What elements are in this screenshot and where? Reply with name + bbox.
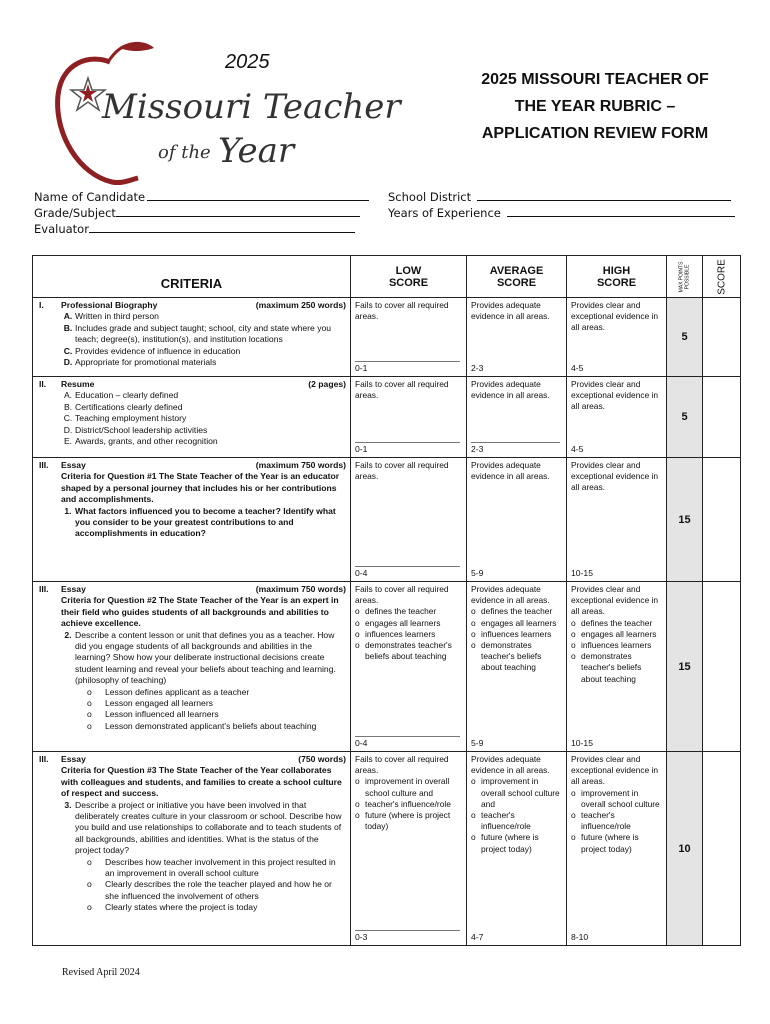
level-list-text: future (where is project today) [481, 832, 539, 854]
criteria-name: Essay [61, 584, 86, 594]
revised-footer: Revised April 2024 [62, 967, 140, 978]
criteria-item [39, 346, 346, 357]
level-cell-low [351, 582, 467, 752]
level-list-item [355, 640, 463, 662]
title-line-3: APPLICATION REVIEW FORM [481, 125, 709, 142]
level-cell-avg [467, 458, 567, 582]
level-list-text: defines the teacher [581, 617, 653, 628]
criteria-prompt-num: 3. [64, 799, 72, 810]
grade-line[interactable] [116, 205, 360, 217]
bullet-glyph: o [471, 810, 476, 821]
level-list-high [571, 618, 663, 685]
score-header [703, 256, 741, 298]
level-list-avg [471, 606, 563, 673]
level-list-item [471, 776, 563, 810]
missouri-teacher-logo [50, 40, 401, 190]
level-list-text: engages all learners [481, 617, 557, 628]
level-list-item [471, 640, 563, 674]
criteria-limit: (maximum 750 words) [255, 460, 346, 470]
criteria-bullet-text: Describes how teacher involvement in this project resulted in an improvement in overall school culture [105, 856, 336, 879]
high-header-1: HIGH [602, 264, 631, 277]
criteria-bullet [39, 687, 346, 698]
level-desc-low: Fails to cover all required areas. [355, 460, 449, 482]
criteria-limit: (2 pages) [308, 379, 346, 389]
level-list-text: teacher's influence/role [365, 798, 451, 809]
level-list-item [571, 618, 663, 629]
criteria-prompt-num: 2. [64, 629, 72, 640]
level-cell-avg [467, 752, 567, 946]
criteria-name: Professional Biography [61, 300, 158, 310]
level-list-text: improvement in overall school culture [581, 787, 660, 809]
criteria-item-key: C. [63, 413, 73, 424]
level-desc-high: Provides clear and exceptional evidence in all areas. [571, 300, 659, 333]
level-desc-low: Fails to cover all required areas. [355, 584, 449, 606]
criteria-title [39, 460, 86, 471]
level-list-text: defines the teacher [365, 606, 437, 617]
level-list-item [355, 618, 463, 629]
low-header [351, 256, 467, 298]
level-list-item [471, 810, 563, 832]
level-list-item [571, 640, 663, 651]
level-desc-high: Provides clear and exceptional evidence in all areas. [571, 584, 659, 617]
criteria-prompt-text: Describe a project or initiative you have been involved in that deliberately creates culture in your classroom or school. Describe how you build and use relationships to collaborate and to teach students of all backgrounds, abilities and identities. What is the status of the project today? [75, 799, 342, 856]
criteria-cell [33, 458, 351, 582]
level-list-item [571, 651, 663, 685]
criteria-num: I. [39, 300, 44, 310]
level-text-avg [467, 458, 566, 498]
criteria-limit: (maximum 750 words) [255, 584, 346, 594]
criteria-item [39, 425, 346, 436]
criteria-header: CRITERIA [33, 256, 351, 298]
range-divider [355, 442, 460, 443]
criteria-bullet [39, 709, 346, 720]
max-header-text: MAX POINTS POSSIBLE [678, 261, 690, 292]
criteria-cell [33, 377, 351, 458]
level-desc-low: Fails to cover all required areas. [355, 754, 449, 776]
level-desc-avg: Provides adequate evidence in all areas. [471, 584, 550, 606]
bullet-glyph: o [571, 832, 576, 843]
bullet-glyph: o [355, 606, 360, 617]
level-desc-high: Provides clear and exceptional evidence in all areas. [571, 379, 659, 412]
level-cell-high [567, 752, 667, 946]
criteria-item [39, 402, 346, 413]
criteria-name: Resume [61, 379, 95, 389]
logo-line1: Missouri Teacher [102, 87, 401, 127]
criteria-bullet [39, 902, 346, 913]
avg-header-2: SCORE [496, 276, 537, 289]
criteria-item-key: E. [63, 436, 73, 447]
criteria-bullet [39, 857, 346, 880]
score-input-cell[interactable] [703, 458, 741, 582]
title-line-1: 2025 MISSOURI TEACHER OF [481, 71, 709, 88]
level-list-low [355, 776, 463, 832]
criteria-bullet [39, 721, 346, 732]
criteria-item [39, 390, 346, 401]
level-list-text: influences learners [481, 628, 552, 639]
level-list-text: future (where is project today) [581, 832, 639, 854]
criteria-bullet [39, 879, 346, 902]
title-line-2: THE YEAR RUBRIC – [514, 98, 676, 115]
level-cell-low [351, 458, 467, 582]
level-desc-low: Fails to cover all required areas. [355, 379, 449, 401]
level-desc-avg: Provides adequate evidence in all areas. [471, 300, 550, 322]
level-desc-high: Provides clear and exceptional evidence in all areas. [571, 754, 659, 787]
criteria-prompt [39, 630, 346, 687]
level-cell-low [351, 298, 467, 377]
criteria-item-key: D. [63, 424, 73, 435]
level-list-item [355, 629, 463, 640]
max-points: 15 [667, 458, 703, 582]
district-label: School District [388, 190, 472, 204]
criteria-item-text: Awards, grants, and other recognition [75, 436, 218, 447]
criteria-item-text: Teaching employment history [75, 413, 187, 424]
level-range-high: 4-5 [571, 443, 584, 454]
district-field[interactable] [388, 189, 731, 204]
level-range-high: 4-5 [571, 362, 584, 373]
criteria-bullet-text: Lesson defines applicant as a teacher [105, 686, 250, 697]
criteria-item-text: Certifications clearly defined [75, 401, 183, 412]
high-header-2: SCORE [596, 276, 637, 289]
bullet-glyph: o [87, 720, 92, 731]
criteria-item-text: District/School leadership activities [75, 424, 208, 435]
evaluator-line[interactable] [89, 221, 355, 233]
level-range-avg: 5-9 [471, 737, 484, 748]
score-input-cell[interactable] [703, 298, 741, 377]
level-range-high: 10-15 [571, 567, 593, 578]
level-cell-low [351, 752, 467, 946]
level-text-avg [467, 377, 566, 417]
criteria-heading [39, 754, 346, 765]
range-divider [471, 442, 560, 443]
bullet-glyph: o [355, 810, 360, 821]
criteria-item-text: Education – clearly defined [75, 390, 179, 401]
level-range-high: 8-10 [571, 931, 589, 942]
rubric-row [33, 458, 741, 582]
high-header [567, 256, 667, 298]
bullet-glyph: o [355, 798, 360, 809]
experience-field[interactable] [388, 205, 735, 220]
bullet-glyph: o [87, 686, 92, 697]
criteria-heading [39, 460, 346, 471]
bullet-glyph: o [355, 617, 360, 628]
bullet-glyph: o [471, 640, 476, 651]
low-header-2: SCORE [388, 276, 429, 289]
criteria-item [39, 311, 346, 322]
candidate-label: Name of Candidate [34, 190, 146, 204]
level-list-avg [471, 776, 563, 854]
criteria-item [39, 413, 346, 424]
criteria-cell [33, 582, 351, 752]
criteria-limit: (750 words) [298, 754, 346, 764]
level-cell-high [567, 458, 667, 582]
level-range-avg: 5-9 [471, 567, 484, 578]
avg-header-1: AVERAGE [489, 264, 544, 277]
level-text-low [351, 582, 466, 678]
bullet-glyph: o [355, 776, 360, 787]
level-list-text: influences learners [365, 628, 436, 639]
level-range-high: 10-15 [571, 737, 593, 748]
bullet-glyph: o [471, 628, 476, 639]
level-list-low [355, 606, 463, 662]
bullet-glyph: o [471, 606, 476, 617]
level-range-low: 0-3 [355, 931, 368, 942]
level-list-text: engages all learners [581, 628, 657, 639]
bullet-glyph: o [87, 856, 92, 867]
max-header [667, 256, 703, 298]
criteria-prompt [39, 800, 346, 857]
level-text-low [351, 458, 466, 498]
criteria-item-text: Written in third person [75, 311, 159, 322]
rubric-row [33, 377, 741, 458]
level-desc-avg: Provides adequate evidence in all areas. [471, 754, 550, 776]
criteria-num: III. [39, 460, 49, 470]
criteria-heading [39, 584, 346, 595]
evaluator-field[interactable] [34, 221, 355, 236]
bullet-glyph: o [571, 787, 576, 798]
criteria-question: Criteria for Question #2 The State Teacher of the Year is an expert in their field who guides students of all backgrounds and abilities to achieve excellence. [61, 595, 339, 629]
logo-line2b: Year [218, 131, 295, 171]
criteria-question: Criteria for Question #1 The State Teacher of the Year is an educator shaped by a personal journey that includes his or her contributions and accomplishments. [61, 471, 340, 505]
bullet-glyph: o [571, 810, 576, 821]
criteria-question: Criteria for Question #3 The State Teacher of the Year collaborates with colleagues and students, and families to create a school culture of respect and success. [61, 765, 342, 799]
form-title [430, 66, 760, 147]
rubric-row [33, 752, 741, 946]
level-range-low: 0-4 [355, 567, 368, 578]
level-list-item [355, 810, 463, 832]
bullet-glyph: o [571, 628, 576, 639]
candidate-field[interactable] [34, 189, 369, 204]
bullet-glyph: o [571, 651, 576, 662]
score-input-cell[interactable] [703, 752, 741, 946]
criteria-item-text: Appropriate for promotional materials [75, 357, 217, 368]
district-line[interactable] [477, 189, 731, 201]
level-desc-high: Provides clear and exceptional evidence in all areas. [571, 460, 659, 493]
level-list-item [471, 832, 563, 854]
level-list-item [571, 810, 663, 832]
criteria-name: Essay [61, 754, 86, 764]
criteria-title [39, 584, 86, 595]
level-range-avg: 2-3 [471, 362, 484, 373]
level-list-item [471, 618, 563, 629]
level-text-low [351, 752, 466, 848]
level-list-text: influences learners [581, 640, 652, 651]
criteria-num: III. [39, 584, 49, 594]
level-text-avg [467, 582, 566, 690]
experience-label: Years of Experience [388, 206, 501, 220]
range-divider [355, 361, 460, 362]
level-text-high [567, 752, 666, 871]
level-desc-avg: Provides adequate evidence in all areas. [471, 460, 550, 482]
evaluator-label: Evaluator [34, 222, 89, 236]
grade-field[interactable] [34, 205, 360, 220]
criteria-bullet [39, 698, 346, 709]
score-input-cell[interactable] [703, 582, 741, 752]
criteria-title [39, 379, 94, 390]
level-list-text: defines the teacher [481, 606, 553, 617]
rubric-row [33, 298, 741, 377]
level-cell-high [567, 377, 667, 458]
level-list-item [471, 629, 563, 640]
level-list-item [571, 832, 663, 854]
range-divider [355, 566, 460, 567]
criteria-name: Essay [61, 460, 86, 470]
criteria-item-text: Includes grade and subject taught; school, city and state where you teach; degree(s), institution(s), and institution locations [75, 322, 332, 345]
max-points: 5 [667, 298, 703, 377]
criteria-num: II. [39, 379, 47, 389]
level-list-item [471, 606, 563, 617]
bullet-glyph: o [571, 617, 576, 628]
level-range-low: 0-1 [355, 362, 368, 373]
max-points: 15 [667, 582, 703, 752]
criteria-prompt [39, 506, 346, 540]
criteria-item [39, 357, 346, 368]
level-list-item [571, 629, 663, 640]
max-points: 10 [667, 752, 703, 946]
logo-year: 2025 [225, 51, 270, 73]
level-text-high [567, 582, 666, 701]
criteria-bullet-text: Clearly describes the role the teacher played and how he or she influenced the involvement of others [105, 879, 332, 901]
bullet-glyph: o [355, 628, 360, 639]
level-desc-avg: Provides adequate evidence in all areas. [471, 379, 550, 401]
criteria-heading [39, 379, 346, 390]
level-list-item [355, 606, 463, 617]
max-points: 5 [667, 377, 703, 458]
level-list-text: future (where is project today) [365, 810, 451, 832]
criteria-prompt-num: 1. [64, 505, 72, 516]
score-input-cell[interactable] [703, 377, 741, 458]
level-text-low [351, 298, 466, 338]
range-divider [355, 736, 460, 737]
bullet-glyph: o [471, 617, 476, 628]
level-list-text: improvement in overall school culture and [365, 776, 450, 798]
level-text-high [567, 298, 666, 350]
candidate-line[interactable] [147, 189, 369, 201]
criteria-item [39, 323, 346, 346]
bullet-glyph: o [571, 640, 576, 651]
criteria-cell [33, 752, 351, 946]
criteria-limit: (maximum 250 words) [255, 300, 346, 310]
bullet-glyph: o [87, 902, 92, 913]
level-list-high [571, 788, 663, 855]
level-range-avg: 4-7 [471, 931, 484, 942]
header-row [33, 256, 741, 298]
bullet-glyph: o [355, 640, 360, 651]
level-cell-avg [467, 298, 567, 377]
level-list-item [355, 799, 463, 810]
level-list-text: teacher's influence/role [581, 810, 631, 832]
criteria-item [39, 436, 346, 447]
criteria-item-text: Provides evidence of influence in education [75, 345, 241, 356]
criteria-prompt-text: What factors influenced you to become a teacher? Identify what you consider to be your greatest contributions to and accomplishments in education? [75, 505, 336, 539]
avg-header [467, 256, 567, 298]
level-desc-low: Fails to cover all required areas. [355, 300, 449, 322]
bullet-glyph: o [87, 709, 92, 720]
level-cell-avg [467, 582, 567, 752]
experience-line[interactable] [507, 205, 735, 217]
level-text-low [351, 377, 466, 417]
rubric-row [33, 582, 741, 752]
rubric-table [32, 255, 741, 946]
level-cell-high [567, 582, 667, 752]
grade-label: Grade/Subject [34, 206, 116, 220]
criteria-item-key: B. [63, 322, 73, 333]
level-cell-low [351, 377, 467, 458]
criteria-heading [39, 300, 346, 311]
level-list-text: teacher's influence/role [481, 810, 531, 832]
bullet-glyph: o [87, 879, 92, 890]
bullet-glyph: o [87, 698, 92, 709]
level-text-avg [467, 752, 566, 871]
level-range-low: 0-1 [355, 443, 368, 454]
level-text-high [567, 377, 666, 429]
level-text-avg [467, 298, 566, 338]
criteria-item-key: D. [63, 357, 73, 368]
level-cell-high [567, 298, 667, 377]
criteria-item-key: B. [63, 401, 73, 412]
criteria-num: III. [39, 754, 49, 764]
criteria-prompt-text: Describe a content lesson or unit that defines you as a teacher. How did you engage students of all backgrounds and abilities in the learning? Show how your deliberate instructional decisions create student learning and reveal your beliefs about teaching and learning. (philosophy of teaching) [75, 629, 336, 686]
level-list-item [355, 776, 463, 798]
level-text-high [567, 458, 666, 510]
criteria-bullet-text: Lesson engaged all learners [105, 698, 213, 709]
criteria-cell [33, 298, 351, 377]
level-list-text: demonstrates teacher's beliefs about teaching [481, 640, 542, 673]
criteria-bullet-text: Lesson influenced all learners [105, 709, 219, 720]
low-header-1: LOW [395, 264, 422, 277]
level-list-text: improvement in overall school culture and [481, 776, 560, 809]
criteria-title [39, 300, 157, 311]
level-list-item [571, 788, 663, 810]
criteria-item-key: C. [63, 345, 73, 356]
range-divider [355, 930, 460, 931]
level-cell-avg [467, 377, 567, 458]
criteria-item-key: A. [63, 311, 73, 322]
level-range-low: 0-4 [355, 737, 368, 748]
logo-line2a: of the [158, 142, 211, 163]
criteria-title [39, 754, 86, 765]
criteria-item-key: A. [63, 390, 73, 401]
bullet-glyph: o [471, 776, 476, 787]
score-header-text: SCORE [716, 258, 727, 295]
bullet-glyph: o [471, 832, 476, 843]
level-list-text: engages all learners [365, 617, 441, 628]
criteria-bullet-text: Clearly states where the project is today [105, 902, 258, 913]
level-range-avg: 2-3 [471, 443, 484, 454]
level-list-text: demonstrates teacher's beliefs about teaching [581, 651, 642, 684]
criteria-bullet-text: Lesson demonstrated applicant's beliefs about teaching [105, 720, 317, 731]
level-list-text: demonstrates teacher's beliefs about teaching [365, 640, 452, 662]
